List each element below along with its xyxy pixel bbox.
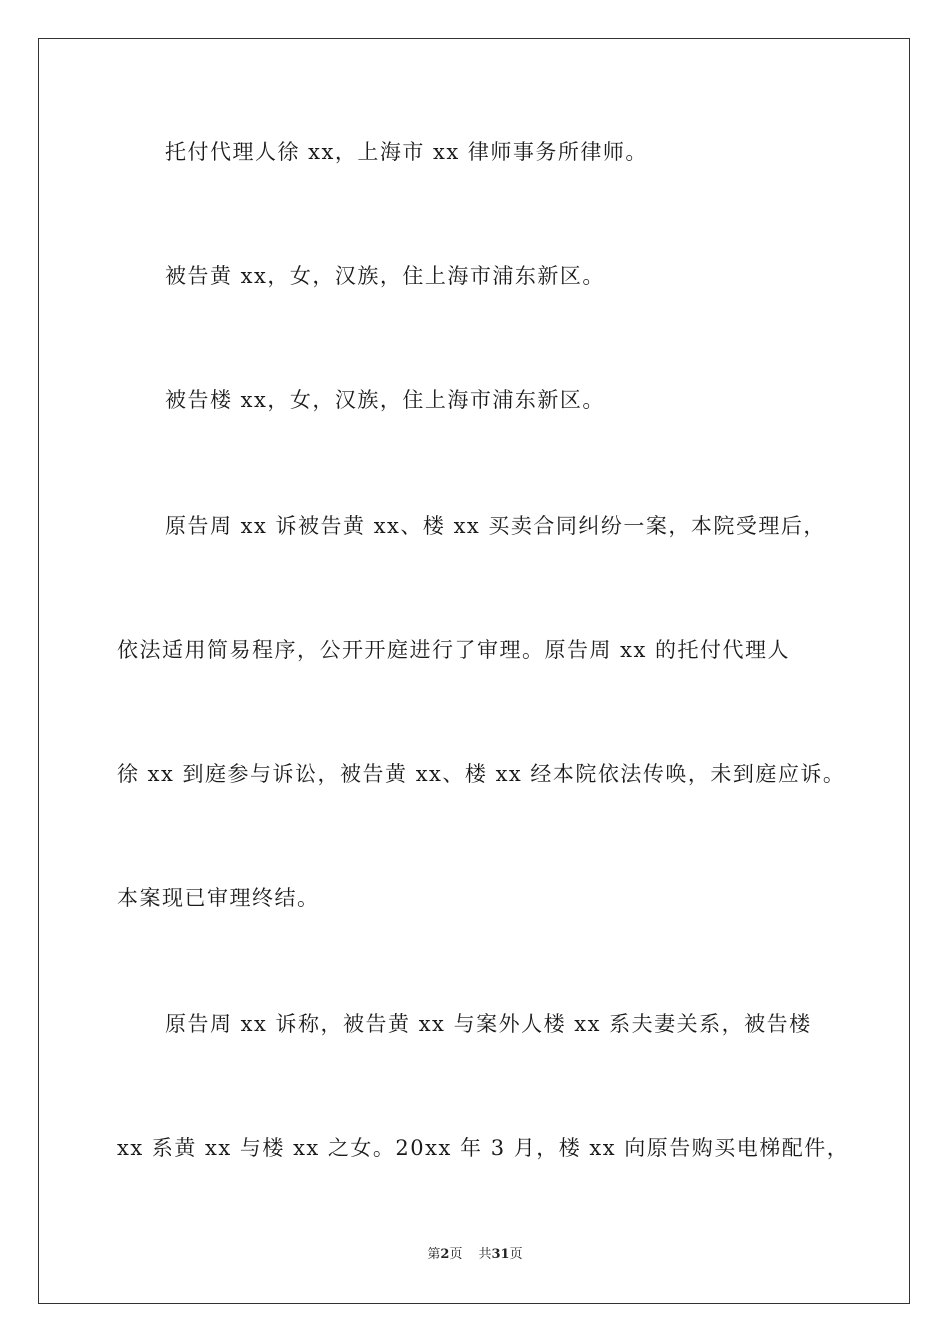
footer-total-pages: 31	[491, 1247, 510, 1262]
text-line-4: 原告周 xx 诉被告黄 xx、楼 xx 买卖合同纠纷一案，本院受理后，	[165, 514, 826, 538]
page-footer	[0, 1246, 950, 1264]
footer-page-prefix: 第	[427, 1247, 441, 1262]
text-line-7: 本案现已审理终结。	[117, 886, 320, 910]
text-line-9: xx 系黄 xx 与楼 xx 之女。20xx 年 3 月，楼 xx 向原告购买电梯配件，	[117, 1136, 850, 1160]
text-line-1: 托付代理人徐 xx，上海市 xx 律师事务所律师。	[165, 140, 648, 164]
text-line-3: 被告楼 xx，女，汉族，住上海市浦东新区。	[165, 388, 605, 412]
text-line-5: 依法适用简易程序，公开开庭进行了审理。原告周 xx 的托付代理人	[117, 638, 791, 662]
footer-page-suffix: 页	[449, 1247, 463, 1262]
text-line-8: 原告周 xx 诉称，被告黄 xx 与案外人楼 xx 系夫妻关系，被告楼	[165, 1012, 812, 1036]
text-line-6: 徐 xx 到庭参与诉讼，被告黄 xx、楼 xx 经本院依法传唤，未到庭应诉。	[117, 762, 846, 786]
text-line-2: 被告黄 xx，女，汉族，住上海市浦东新区。	[165, 264, 605, 288]
footer-page-number: 2	[440, 1247, 450, 1262]
footer-total-suffix: 页	[509, 1247, 523, 1262]
footer-total-prefix: 共	[478, 1247, 492, 1262]
page-border	[38, 38, 910, 1304]
